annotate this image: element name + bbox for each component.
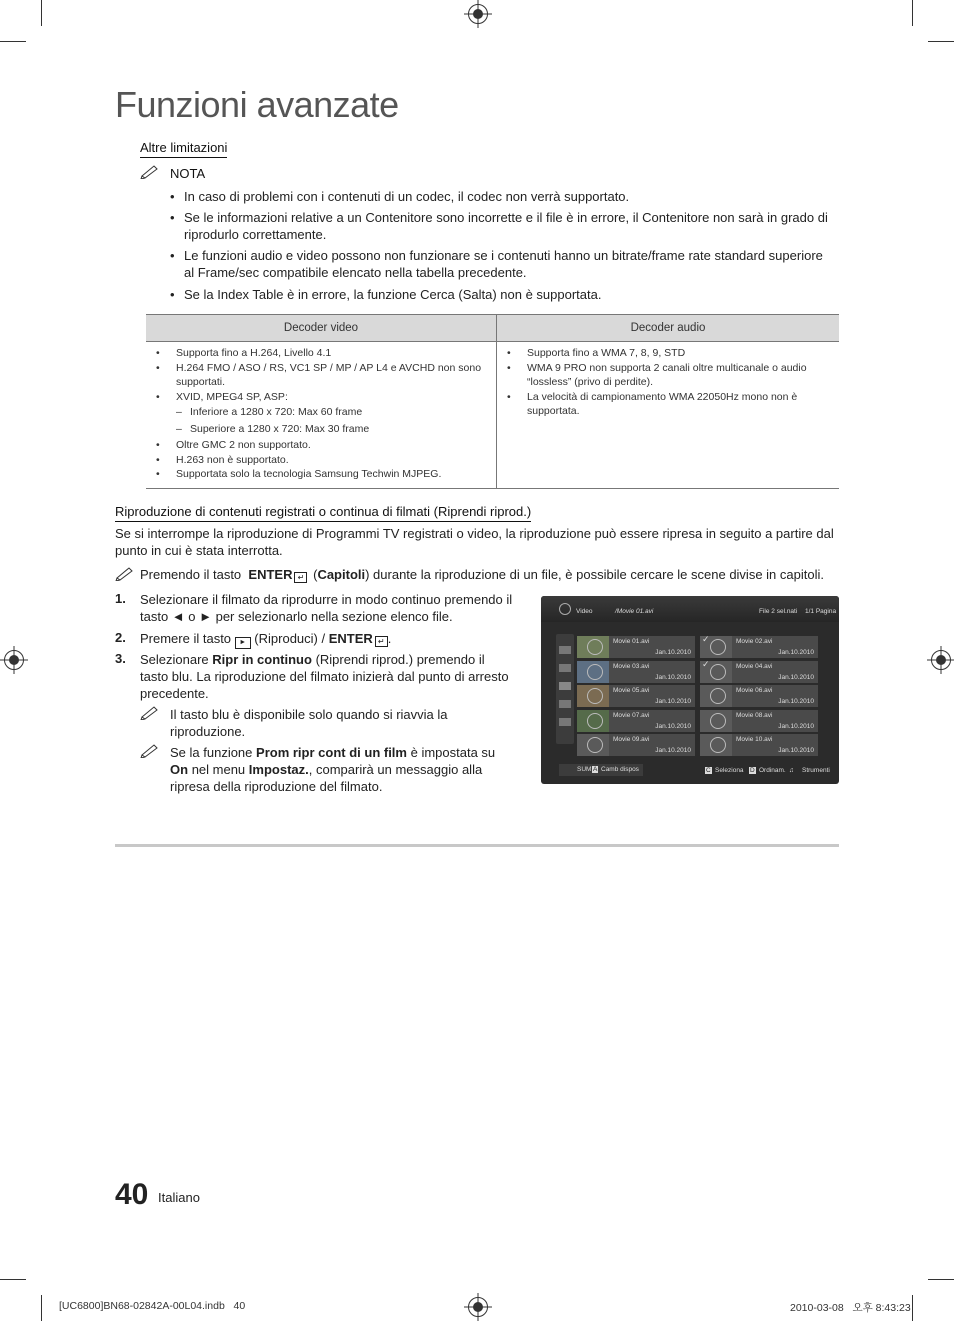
list-item: • Supporta fino a H.264, Livello 4.1	[176, 346, 496, 361]
movie-thumbnail	[577, 661, 609, 683]
enter-icon: ↵	[294, 572, 307, 583]
print-date-info: 2010-03-08 오후 8:43:23	[790, 1302, 911, 1314]
section-heading	[115, 504, 531, 519]
ripr-in-continuo-label: Ripr in continuo	[212, 652, 312, 667]
list-item: • Se le informazioni relative a un Contenitore sono incorrette e il file è in errore, il Contenitore non sarà in grado di riprodurlo correttamente.	[184, 209, 834, 243]
movie-thumbnail	[577, 734, 609, 756]
list-item: • H.264 FMO / ASO / RS, VC1 SP / MP / AP L4 e AVCHD non sono supportati.	[176, 361, 496, 390]
list-item: • Supportata solo la tecnologia Samsung Techwin MJPEG.	[176, 467, 496, 482]
footer-key-c: C	[706, 767, 711, 774]
footer-strumenti: Strumenti	[802, 767, 830, 774]
movie-name: Movie 03.avi	[613, 662, 650, 670]
movie-date: Jan.10.2010	[655, 747, 691, 754]
step-text: Selezionare	[140, 652, 209, 667]
footer-sum-label: SUM	[577, 766, 592, 773]
film-reel-icon	[710, 713, 726, 729]
footer-seleziona: Seleziona	[715, 767, 744, 774]
tv-sidebar	[556, 634, 574, 744]
registration-mark-icon	[4, 650, 24, 670]
step-number: 1.	[115, 591, 126, 606]
tv-footer-right	[705, 766, 835, 778]
subnote-blue-key: Il tasto blu è disponibile solo quando si riavvia la riproduzione.	[170, 707, 448, 739]
sidebar-star-icon	[559, 718, 571, 726]
setting-name: Prom ripr cont di un film	[256, 745, 407, 760]
step-number: 2.	[115, 630, 126, 645]
checkmark-icon: ✓	[702, 634, 710, 644]
note-text: Premendo il tasto	[140, 567, 242, 582]
movie-name: Movie 07.avi	[613, 711, 650, 719]
list-subitem: – Inferiore a 1280 x 720: Max 60 frame	[176, 404, 496, 421]
movie-date: Jan.10.2010	[655, 673, 691, 681]
crop-mark	[0, 41, 26, 42]
list-item: • WMA 9 PRO non supporta 2 canali oltre multicanale o audio “lossless” (privo di perdite).	[527, 361, 839, 390]
footer-key-a: A	[593, 766, 598, 773]
film-reel-icon	[587, 639, 603, 655]
registration-mark-icon	[468, 4, 488, 24]
checkmark-icon: ✓	[702, 658, 710, 669]
tv-movie-item[interactable]	[577, 685, 695, 707]
sidebar-folder-icon	[559, 646, 571, 654]
print-file-info: [UC6800]BN68-02842A-00L04.indb 40	[59, 1300, 246, 1312]
movie-name: Movie 06.avi	[736, 687, 773, 694]
tv-movie-item[interactable]	[577, 636, 695, 658]
movie-thumbnail	[577, 636, 609, 658]
list-item: • Le funzioni audio e video possono non funzionare se i contenuti hanno un bitrate/frame rate standard superiore al Frame/sec compatibile elencato nella tabella precedente.	[184, 247, 834, 281]
movie-name: Movie 09.avi	[613, 736, 650, 743]
enter-key-label: ENTER	[328, 631, 373, 646]
film-reel-icon	[587, 737, 603, 753]
film-reel-icon	[587, 713, 603, 729]
movie-date: Jan.10.2010	[778, 722, 814, 730]
note-pencil-icon	[115, 565, 137, 581]
crop-mark	[912, 1295, 913, 1321]
footer-camb-dispos: Camb dispos	[601, 766, 639, 773]
enter-key-label: ENTER	[248, 567, 293, 582]
note-pencil-icon	[140, 704, 162, 720]
step-3-text	[140, 651, 515, 702]
tv-movie-item[interactable]	[700, 734, 818, 756]
movie-thumbnail	[700, 734, 732, 756]
audio-decoder-cell	[497, 342, 840, 489]
sidebar-sort-icon	[559, 700, 571, 708]
list-subitem: – Superiore a 1280 x 720: Max 30 frame	[176, 421, 496, 438]
tv-movie-grid	[577, 636, 827, 760]
play-icon: ►	[235, 637, 251, 649]
tv-page: 1/1 Pagina	[805, 608, 837, 615]
movie-name: Movie 04.avi	[736, 662, 773, 670]
page-number: 40	[115, 1178, 149, 1211]
movie-date: Jan.10.2010	[655, 649, 691, 656]
sidebar-list-icon	[559, 664, 571, 672]
step-text: .	[387, 631, 392, 646]
film-reel-icon	[710, 639, 726, 655]
list-item: • Oltre GMC 2 non supportato.	[176, 438, 496, 453]
tv-movie-item[interactable]	[577, 734, 695, 756]
section-heading	[140, 140, 227, 155]
video-decoder-header: Decoder video	[146, 315, 497, 342]
crop-mark	[928, 1279, 954, 1280]
film-reel-icon	[710, 737, 726, 753]
altre-limitazioni-heading: Altre limitazioni	[140, 140, 227, 158]
list-item: • Supporta fino a WMA 7, 8, 9, STD	[527, 346, 839, 361]
tv-footer-left	[559, 764, 643, 776]
film-reel-icon	[710, 664, 726, 680]
note-text: è impostata su	[410, 745, 496, 760]
tv-section-label: Video	[576, 608, 593, 615]
movie-name: Movie 01.avi	[613, 638, 650, 645]
list-item: • XVID, MPEG4 SP, ASP:	[176, 390, 496, 405]
note-pencil-icon	[140, 742, 162, 758]
tv-files-selected: File 2 sel.nati	[759, 608, 798, 615]
list-item: • La velocità di campionamento WMA 22050Hz mono non è supportata.	[527, 390, 839, 419]
tv-movie-item[interactable]	[700, 710, 818, 732]
tv-movie-item[interactable]	[577, 710, 695, 732]
tv-movie-item[interactable]	[577, 661, 695, 683]
note-text: ) durante la riproduzione di un file, è possibile cercare le scene divise in capitoli.	[365, 567, 824, 582]
movie-date: Jan.10.2010	[778, 698, 814, 705]
film-reel-icon	[587, 688, 603, 704]
riprendi-riprod-heading: Riproduzione di contenuti registrati o continua di filmati (Riprendi riprod.)	[115, 504, 531, 522]
crop-mark	[41, 0, 42, 26]
crop-mark	[0, 1279, 26, 1280]
movie-thumbnail	[577, 710, 609, 732]
nota-label: NOTA	[170, 166, 206, 181]
movie-name: Movie 08.avi	[736, 711, 773, 719]
step-number: 3.	[115, 651, 126, 666]
movie-date: Jan.10.2010	[778, 747, 814, 754]
sidebar-calendar-icon	[559, 682, 571, 690]
section-divider	[115, 844, 839, 847]
movie-name: Movie 05.avi	[613, 687, 650, 694]
tv-media-screen	[541, 596, 839, 784]
step-text: Premere il tasto	[140, 631, 232, 646]
capitoli-note	[140, 566, 840, 583]
tv-movie-item[interactable]	[700, 685, 818, 707]
setting-value: On	[170, 762, 189, 777]
step-1-text: Selezionare il filmato da riprodurre in modo continuo premendo il tasto ◄ o ► per selezionarlo nella sezione elenco file.	[140, 592, 513, 624]
video-decoder-cell	[146, 342, 497, 489]
list-item: • In caso di problemi con i contenuti di un codec, il codec non verrà supportato.	[184, 188, 834, 205]
note-text: nel menu	[191, 762, 246, 777]
menu-name: Impostaz.	[248, 762, 309, 777]
crop-mark	[928, 41, 954, 42]
step-text: (Riprendi riprod.) premendo il tasto blu. La riproduzione del filmato inizierà dal punto di arresto precedente.	[140, 652, 509, 701]
film-reel-icon	[587, 664, 603, 680]
list-item: • Se la Index Table è in errore, la funzione Cerca (Salta) non è supportata.	[184, 286, 834, 303]
movie-thumbnail	[577, 685, 609, 707]
tv-movie-item[interactable]	[700, 658, 818, 683]
subnote-prom-ripr	[170, 744, 515, 795]
movie-name: Movie 02.avi	[736, 638, 773, 645]
registration-mark-icon	[931, 650, 951, 670]
note-text: , comparirà un messaggio alla ripresa della riproduzione del filmato.	[170, 762, 483, 794]
note-text: Se la funzione	[170, 745, 253, 760]
registration-mark-icon	[468, 1297, 488, 1317]
tools-icon: ♫	[789, 767, 794, 774]
movie-date: Jan.10.2010	[655, 698, 691, 705]
movie-thumbnail	[700, 685, 732, 707]
intro-paragraph: Se si interrompe la riproduzione di Programmi TV registrati o video, la riproduzione può essere ripresa in seguito a partire dal punto in cui è stata interrotta.	[115, 526, 834, 558]
crop-mark	[41, 1295, 42, 1321]
enter-icon: ↵	[375, 636, 388, 647]
note-text: (	[313, 567, 318, 582]
crop-mark	[912, 0, 913, 26]
film-reel-icon	[710, 688, 726, 704]
movie-date: Jan.10.2010	[778, 649, 814, 656]
language-label: Italiano	[158, 1190, 200, 1205]
decoder-table	[146, 314, 839, 489]
tv-path: /Movie 01.avi	[615, 608, 654, 615]
movie-date: Jan.10.2010	[778, 673, 814, 681]
step-2-text	[140, 630, 515, 649]
movie-name: Movie 10.avi	[736, 736, 773, 743]
capitoli-label: Capitoli	[317, 567, 366, 582]
note-pencil-icon	[140, 163, 162, 179]
video-reel-icon	[559, 603, 571, 615]
step-text: (Riproduci) /	[254, 631, 326, 646]
movie-thumbnail	[700, 710, 732, 732]
tv-movie-item[interactable]	[700, 636, 818, 658]
movie-date: Jan.10.2010	[655, 722, 691, 730]
footer-key-d: D	[750, 767, 755, 774]
list-item: • H.263 non è supportato.	[176, 453, 496, 468]
footer-ordinam: Ordinam.	[759, 767, 786, 774]
page-title: Funzioni avanzate	[115, 84, 399, 125]
audio-decoder-header: Decoder audio	[497, 315, 840, 342]
